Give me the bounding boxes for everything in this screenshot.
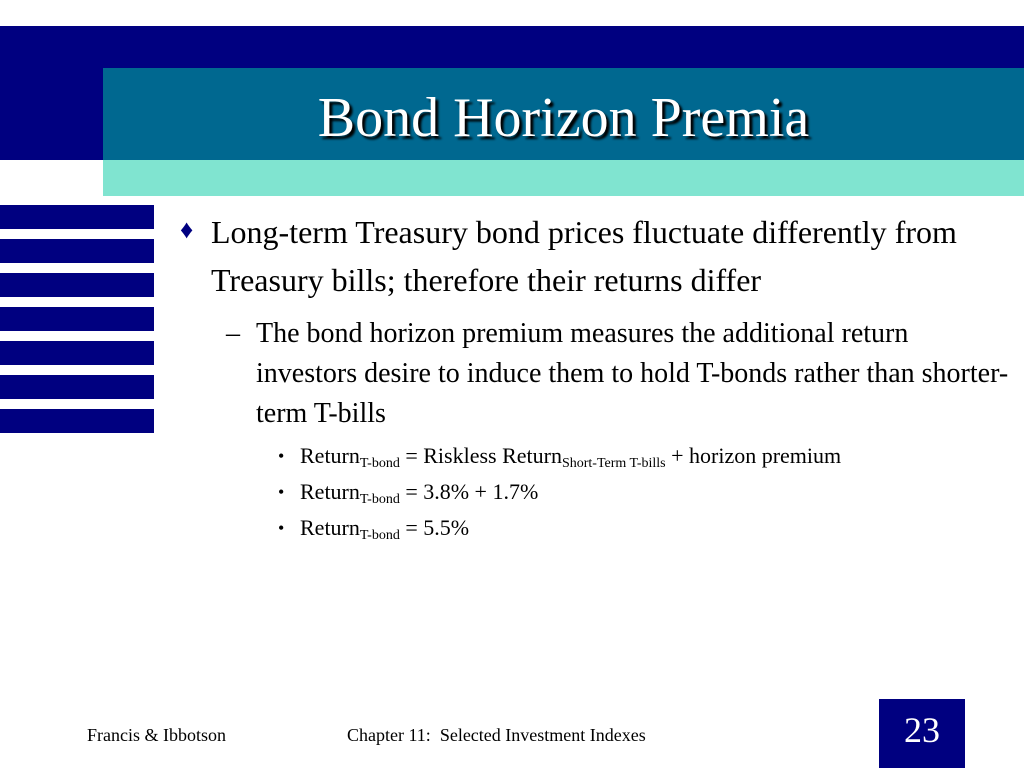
stripe: [0, 409, 154, 433]
stripe: [0, 273, 154, 297]
stripe: [0, 205, 154, 229]
bullet-level-1: [180, 208, 1010, 304]
decorative-stripes-icon: [0, 205, 154, 437]
formula-item: [180, 474, 1010, 510]
bullet-level-2: [180, 314, 1010, 434]
formula-subscript: Short-Term T-bills: [561, 456, 666, 471]
formula-word: Return: [300, 515, 360, 540]
formula-middle: = Riskless Return: [399, 443, 562, 468]
dot-bullet: •: [278, 482, 285, 502]
bullet-text: Long-term Treasury bond prices fluctuate differently from Treasury bills; therefore their returns differ: [211, 214, 957, 298]
stripe: [0, 341, 154, 365]
formula-rest: = 5.5%: [399, 515, 470, 540]
page-number: 23: [904, 710, 940, 750]
formula-word: Return: [300, 479, 360, 504]
formula-rest: + horizon premium: [665, 443, 842, 468]
diamond-bullet-icon: ♦: [180, 215, 194, 244]
dot-bullet: •: [278, 518, 285, 538]
formula-subscript: T-bond: [359, 528, 400, 543]
footer-author: Francis & Ibbotson: [87, 725, 226, 745]
header-band-mint: [103, 160, 1024, 196]
formula-subscript: T-bond: [359, 456, 400, 471]
slide-body: [180, 208, 1010, 546]
formula-list: [180, 438, 1010, 546]
formula-rest: = 3.8% + 1.7%: [399, 479, 539, 504]
page-number-box: [879, 699, 965, 768]
dot-bullet: •: [278, 446, 285, 466]
stripe: [0, 307, 154, 331]
dash-bullet: –: [226, 318, 240, 349]
footer-chapter: Chapter 11: Selected Investment Indexes: [347, 725, 646, 745]
formula-item: [180, 438, 1010, 474]
formula-word: Return: [300, 443, 360, 468]
formula-item: [180, 510, 1010, 546]
stripe: [0, 375, 154, 399]
formula-subscript: T-bond: [359, 492, 400, 507]
stripe: [0, 239, 154, 263]
slide-title: Bond Horizon Premia: [317, 87, 810, 149]
sub-bullet-text: The bond horizon premium measures the additional return investors desire to induce them to hold T-bonds rather than shorter-term T-bills: [256, 318, 1009, 429]
